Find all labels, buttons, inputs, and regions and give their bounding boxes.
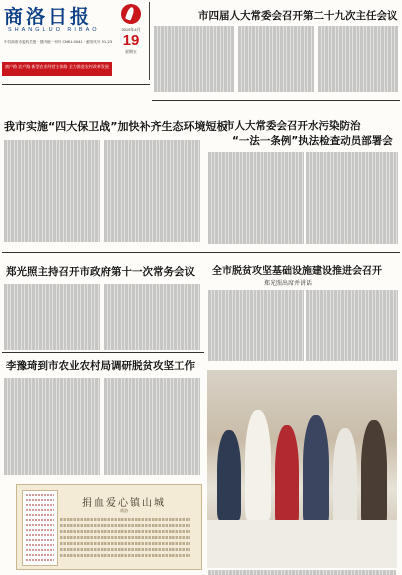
masthead-banner: 商户路 农户路 新型农业经营主体路 全力推进农村改革发展 — [2, 62, 112, 76]
masthead-pinyin: SHANGLUO RIBAO — [8, 27, 100, 33]
article-1-col-2 — [238, 26, 314, 96]
article-1-col-3 — [318, 26, 398, 96]
poster-text-line — [60, 518, 190, 521]
article-4-col-1 — [4, 284, 100, 350]
article-6-headline: 李豫琦到市农业农村局调研脱贫攻坚工作 — [6, 360, 195, 372]
masthead-title: 商洛日报 — [4, 6, 93, 28]
poster-subtitle: 商洛 — [120, 508, 128, 513]
divider — [2, 84, 150, 85]
issue-day: 19 — [122, 32, 140, 49]
article-4-col-2 — [104, 284, 200, 350]
article-2-col-1 — [4, 140, 100, 246]
article-6-col-2 — [104, 378, 200, 478]
article-1-headline: 市四届人大常委会召开第二十九次主任会议 — [198, 10, 398, 22]
masthead-info: 中共商洛市委机关报 · 国内统一刊号 CN61-0041 · 邮发代号 51-23 — [4, 40, 113, 44]
article-3-headline: 市人大常委会召开水污染防治 — [224, 120, 361, 132]
issue-weekday: 星期五 — [125, 49, 137, 54]
poster-title: 捐血爱心镇山城 — [82, 498, 166, 509]
newspaper-logo-icon — [121, 4, 141, 24]
poster-text-line — [60, 530, 190, 533]
article-3-col-1 — [208, 152, 304, 246]
issue-month: 2019年4月 — [121, 27, 141, 32]
divider — [2, 252, 400, 253]
news-photo — [207, 370, 397, 568]
article-3-col-2 — [306, 152, 398, 246]
article-4-headline: 郑光照主持召开市政府第十一次常务会议 — [6, 266, 195, 278]
poster-text-line — [60, 536, 190, 539]
photo-caption — [208, 570, 396, 575]
article-5-headline: 全市脱贫攻坚基础设施建设推进会召开 — [212, 266, 382, 277]
poster-inset — [22, 490, 58, 566]
poster-text-line — [60, 524, 190, 527]
article-3-headline-2: “一法一条例”执法检查动员部署会 — [232, 135, 393, 147]
divider — [2, 352, 204, 353]
poster-text-line — [60, 548, 190, 551]
article-5-col-2 — [306, 290, 398, 364]
article-2-col-2 — [104, 140, 200, 246]
poster-text-line — [60, 542, 190, 545]
divider — [152, 100, 400, 101]
poster-text-line — [60, 554, 190, 557]
masthead-divider — [149, 2, 150, 80]
article-5-subhead: 郑光照出席并讲话 — [264, 280, 313, 287]
article-5-col-1 — [208, 290, 304, 364]
article-6-col-1 — [4, 378, 100, 478]
article-2-headline: 我市实施“四大保卫战”加快补齐生态环境短板 — [4, 120, 228, 133]
article-1-col-1 — [154, 26, 234, 96]
issue-date — [116, 27, 146, 75]
